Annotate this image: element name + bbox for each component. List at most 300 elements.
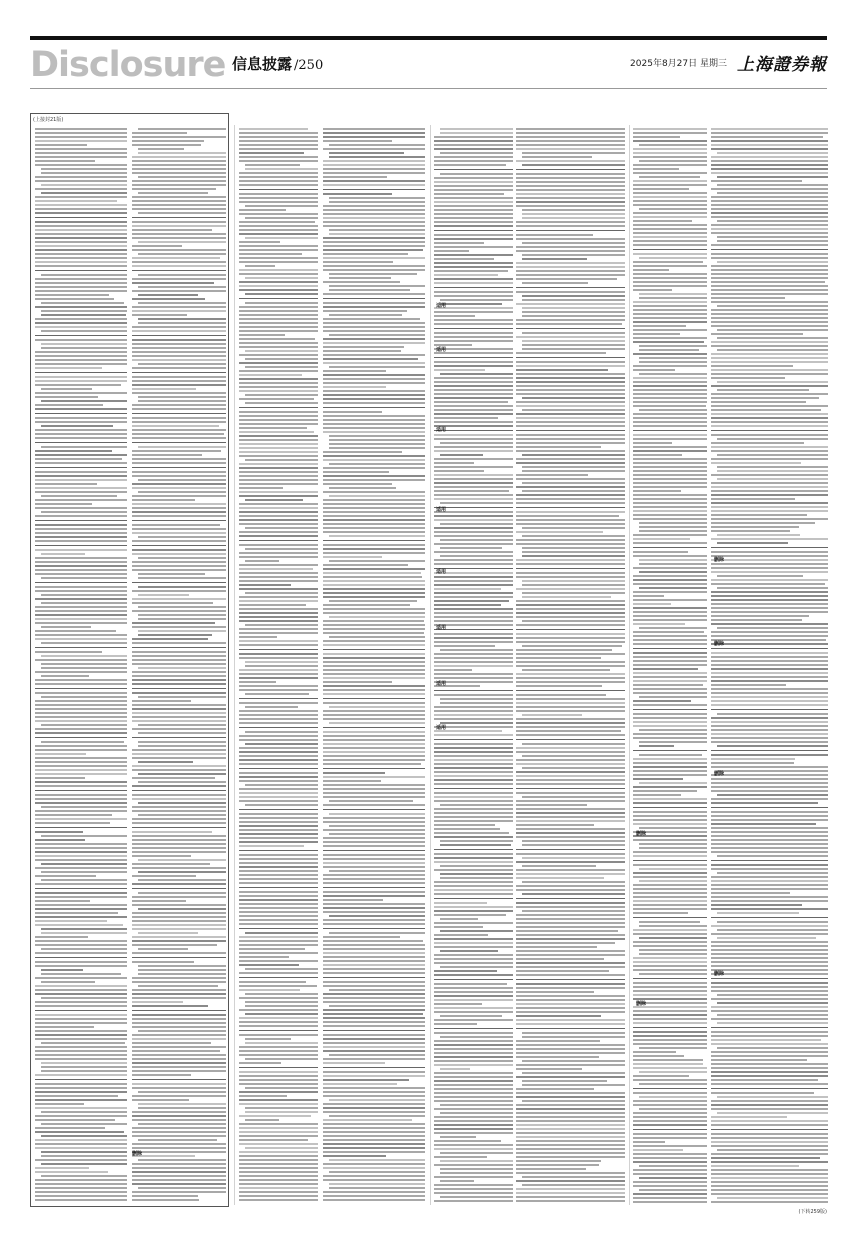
text-line — [35, 536, 127, 538]
text-line — [434, 669, 472, 671]
text-line — [633, 353, 707, 355]
text-line — [323, 511, 425, 513]
text-line — [132, 1014, 226, 1016]
text-line — [138, 396, 226, 398]
text-line — [132, 261, 226, 263]
text-line — [516, 946, 597, 948]
text-line — [711, 953, 828, 955]
text-line — [41, 602, 127, 604]
text-line — [522, 857, 625, 859]
text-line — [434, 759, 513, 761]
text-line — [711, 180, 802, 182]
text-line — [35, 1091, 127, 1093]
text-line — [440, 1160, 513, 1162]
text-line — [323, 714, 425, 716]
text-line — [132, 952, 226, 954]
text-line — [35, 679, 127, 681]
text-line — [323, 261, 393, 263]
text-line — [522, 1080, 607, 1082]
text-line — [516, 1052, 625, 1054]
text-line — [434, 665, 513, 667]
text-line — [516, 511, 625, 513]
text-line — [516, 1056, 599, 1058]
text-line — [522, 454, 625, 456]
text-line — [711, 990, 828, 992]
text-line — [323, 718, 425, 720]
section-divider — [516, 328, 625, 329]
text-line — [516, 962, 625, 964]
section-divider — [633, 547, 707, 548]
text-line — [711, 148, 828, 150]
text-line — [323, 804, 425, 806]
text-line — [35, 433, 127, 435]
text-line — [323, 564, 408, 566]
section-divider — [239, 850, 318, 851]
text-line — [329, 277, 391, 279]
text-line — [41, 310, 127, 312]
text-line — [132, 602, 213, 604]
section-divider — [434, 898, 513, 899]
text-line — [516, 148, 625, 150]
text-line — [633, 611, 707, 613]
text-line — [434, 221, 513, 223]
text-line — [323, 1167, 425, 1169]
text-line — [132, 1026, 226, 1028]
text-line — [633, 341, 704, 343]
section-divider — [35, 545, 127, 546]
text-line — [717, 937, 816, 939]
section-divider — [239, 298, 318, 299]
text-line — [239, 644, 318, 646]
text-line — [434, 1184, 513, 1186]
column-separator — [234, 125, 235, 1205]
text-line — [132, 651, 226, 653]
text-line — [434, 535, 513, 537]
text-line — [434, 714, 513, 716]
text-line — [239, 776, 318, 778]
text-line — [633, 607, 707, 609]
text-line — [323, 459, 425, 461]
text-line — [323, 245, 425, 247]
text-line — [633, 180, 707, 182]
text-line — [633, 236, 707, 238]
text-line — [132, 528, 226, 530]
text-line — [711, 908, 828, 910]
text-line — [434, 494, 513, 496]
text-line — [132, 172, 226, 174]
text-line — [434, 584, 513, 586]
section-divider — [35, 827, 127, 828]
section-divider — [35, 270, 127, 271]
text-line — [239, 858, 318, 860]
text-line — [239, 1171, 318, 1173]
text-line — [516, 706, 625, 708]
text-line — [633, 184, 707, 186]
text-line — [639, 526, 707, 528]
text-line — [132, 1195, 198, 1197]
text-line — [633, 725, 707, 727]
text-line — [132, 1127, 226, 1129]
text-line — [323, 1111, 425, 1113]
text-line — [711, 1010, 828, 1012]
text-line — [35, 417, 127, 419]
text-line — [329, 600, 417, 602]
text-line — [711, 1079, 818, 1081]
section-divider — [434, 979, 513, 980]
section-divider — [35, 413, 127, 414]
text-line — [434, 397, 513, 399]
text-line — [245, 164, 300, 166]
text-line — [633, 204, 707, 206]
section-divider — [516, 568, 625, 569]
text-line — [522, 311, 625, 313]
text-line — [35, 749, 127, 751]
text-line — [35, 471, 127, 473]
text-line — [138, 932, 198, 934]
text-line — [239, 382, 318, 384]
text-line — [35, 128, 127, 130]
text-line — [434, 1080, 513, 1082]
text-line — [516, 160, 625, 162]
text-line — [516, 405, 625, 407]
text-line — [239, 739, 318, 741]
text-line — [323, 1079, 409, 1081]
text-line — [711, 847, 828, 849]
text-line — [138, 773, 226, 775]
text-line — [522, 482, 625, 484]
text-line — [239, 792, 318, 794]
text-line — [323, 1175, 425, 1177]
text-line — [323, 132, 425, 134]
text-line — [323, 882, 425, 884]
text-line — [323, 997, 425, 999]
text-line — [239, 261, 318, 263]
text-line — [245, 993, 318, 995]
text-line — [35, 569, 127, 571]
text-line — [633, 377, 707, 379]
text-line — [323, 572, 421, 574]
text-line — [239, 735, 318, 737]
section-divider — [434, 328, 513, 329]
text-line — [239, 960, 318, 962]
text-line — [41, 330, 127, 332]
text-line — [323, 689, 425, 691]
text-line — [132, 1066, 226, 1068]
text-line — [239, 257, 318, 259]
text-line — [245, 302, 318, 304]
text-line — [323, 330, 425, 332]
text-line — [132, 475, 226, 477]
text-line — [239, 899, 318, 901]
text-line — [711, 393, 828, 395]
text-line — [516, 1152, 625, 1154]
text-line — [440, 454, 483, 456]
text-line — [138, 586, 226, 588]
text-line — [35, 798, 127, 800]
text-line — [138, 1187, 226, 1189]
text-line — [516, 462, 625, 464]
text-line — [633, 470, 707, 472]
text-line — [633, 823, 707, 825]
text-line — [434, 962, 513, 964]
section-divider — [711, 547, 828, 548]
text-line — [239, 1163, 318, 1165]
text-line — [35, 156, 127, 158]
text-line — [434, 942, 513, 944]
text-line — [323, 972, 425, 974]
text-line — [516, 1148, 625, 1150]
text-line — [434, 612, 513, 614]
text-line — [239, 1155, 318, 1157]
text-line — [323, 576, 422, 578]
text-line — [516, 438, 625, 440]
text-line — [639, 144, 707, 146]
text-line — [132, 339, 226, 341]
text-line — [516, 694, 606, 696]
text-line — [329, 1187, 425, 1189]
text-line — [239, 911, 318, 913]
text-line — [639, 754, 702, 756]
text-line — [239, 821, 318, 823]
text-line — [440, 873, 513, 875]
text-line — [516, 1124, 625, 1126]
text-line — [138, 606, 226, 608]
text-line — [323, 378, 425, 380]
section-divider — [239, 887, 318, 888]
text-line — [323, 269, 425, 271]
text-line — [239, 1075, 318, 1077]
text-line — [323, 596, 425, 598]
text-line — [633, 1010, 707, 1012]
text-line — [35, 454, 127, 456]
text-line — [245, 1119, 279, 1121]
text-line — [323, 374, 425, 376]
text-line — [138, 879, 226, 881]
text-line — [711, 285, 828, 287]
text-line — [711, 811, 828, 813]
text-line — [516, 922, 625, 924]
text-line — [516, 877, 604, 879]
text-line — [434, 1132, 513, 1134]
text-line — [711, 442, 804, 444]
text-line — [239, 1199, 318, 1201]
text-line — [239, 156, 318, 158]
text-line — [440, 1112, 513, 1114]
text-line — [323, 1127, 425, 1129]
text-line — [711, 1051, 828, 1053]
text-line — [35, 940, 127, 942]
text-line — [639, 847, 707, 849]
text-line — [717, 454, 828, 456]
text-line — [239, 346, 318, 348]
text-line — [516, 938, 625, 940]
text-line — [516, 681, 625, 683]
text-line — [239, 837, 318, 839]
text-line — [711, 827, 828, 829]
text-line — [132, 683, 226, 685]
page-number: /250 — [294, 58, 324, 73]
text-line — [711, 639, 826, 641]
text-line — [434, 482, 513, 484]
text-line — [633, 872, 707, 874]
text-line — [516, 1048, 625, 1050]
text-line — [132, 229, 212, 231]
text-line — [717, 261, 828, 263]
text-line — [711, 778, 828, 780]
text-line — [329, 334, 425, 336]
text-line — [711, 583, 825, 585]
text-line — [717, 329, 828, 331]
text-line — [434, 365, 513, 367]
text-line — [323, 1071, 425, 1073]
text-line — [35, 1107, 127, 1109]
text-line — [323, 140, 392, 142]
text-line — [239, 1183, 318, 1185]
text-line — [639, 1177, 707, 1179]
text-line — [711, 168, 828, 170]
text-line — [711, 961, 828, 963]
text-line — [711, 1145, 828, 1147]
text-line — [35, 294, 109, 296]
text-line — [711, 1035, 828, 1037]
column-3 — [239, 126, 318, 1206]
text-line — [711, 212, 828, 214]
text-line — [516, 1172, 625, 1174]
text-line — [516, 974, 625, 976]
text-line — [245, 1107, 318, 1109]
text-line — [633, 421, 707, 423]
text-line — [323, 471, 389, 473]
text-line — [711, 623, 828, 625]
text-line — [323, 584, 425, 586]
text-line — [711, 510, 828, 512]
text-line — [516, 853, 625, 855]
text-line — [633, 305, 707, 307]
text-line — [434, 620, 513, 622]
text-line — [323, 899, 383, 901]
text-line — [434, 767, 513, 769]
section-divider — [323, 298, 425, 299]
text-line — [633, 317, 707, 319]
text-line — [711, 353, 828, 355]
text-line — [41, 400, 127, 402]
text-line — [239, 431, 314, 433]
text-line — [138, 745, 226, 747]
text-line — [522, 714, 582, 716]
text-line — [516, 389, 625, 391]
text-line — [639, 880, 707, 882]
text-line — [633, 281, 707, 283]
text-line — [35, 590, 127, 592]
text-line — [239, 759, 318, 761]
text-line — [35, 814, 112, 816]
text-line — [35, 532, 127, 534]
text-line — [711, 717, 828, 719]
text-line — [522, 592, 625, 594]
text-line — [329, 439, 425, 441]
text-line — [633, 196, 707, 198]
text-line — [522, 580, 625, 582]
text-line — [132, 265, 226, 267]
text-line — [132, 1143, 226, 1145]
text-line — [323, 1013, 423, 1015]
text-line — [239, 751, 318, 753]
text-line — [239, 419, 318, 421]
text-line — [711, 1193, 828, 1195]
text-line — [35, 769, 127, 771]
text-line — [434, 906, 513, 908]
text-line — [516, 377, 625, 379]
text-line — [711, 409, 821, 411]
text-line — [239, 653, 318, 655]
text-line — [516, 381, 625, 383]
text-line — [711, 868, 828, 870]
text-line — [633, 945, 707, 947]
text-line — [711, 345, 828, 347]
text-line — [516, 246, 625, 248]
text-line — [711, 188, 828, 190]
text-line — [711, 156, 828, 158]
text-line — [323, 952, 425, 954]
text-line — [711, 196, 828, 198]
text-line — [711, 522, 815, 524]
text-line — [717, 337, 828, 339]
status-tag: 适用 — [436, 507, 447, 513]
text-line — [323, 253, 408, 255]
text-line — [711, 204, 828, 206]
text-line — [239, 556, 318, 558]
text-line — [633, 700, 691, 702]
text-line — [132, 1058, 226, 1060]
text-line — [132, 1046, 226, 1048]
text-line — [323, 370, 386, 372]
text-line — [132, 549, 226, 551]
text-line — [132, 553, 226, 555]
text-line — [132, 626, 226, 628]
text-line — [245, 1001, 318, 1003]
text-line — [516, 173, 625, 175]
text-line — [434, 718, 513, 720]
text-line — [440, 1104, 513, 1106]
text-line — [633, 1043, 707, 1045]
text-line — [35, 475, 127, 477]
text-line — [711, 269, 828, 271]
text-line — [323, 624, 425, 626]
text-line — [434, 812, 513, 814]
text-line — [132, 1038, 226, 1040]
text-line — [132, 977, 226, 979]
text-line — [323, 1025, 425, 1027]
text-line — [41, 343, 127, 345]
text-line — [35, 212, 127, 214]
section-divider — [434, 287, 513, 288]
text-line — [516, 747, 625, 749]
text-line — [329, 1171, 425, 1173]
text-line — [35, 188, 127, 190]
brand-wordmark: Disclosure — [30, 45, 226, 85]
text-line — [323, 1139, 425, 1141]
text-line — [323, 891, 425, 893]
section-divider — [434, 357, 513, 358]
text-line — [434, 1072, 513, 1074]
text-line — [132, 708, 226, 710]
text-line — [35, 491, 127, 493]
text-line — [132, 642, 226, 644]
text-line — [35, 144, 87, 146]
text-line — [717, 389, 809, 391]
text-line — [239, 455, 318, 457]
text-line — [633, 224, 707, 226]
